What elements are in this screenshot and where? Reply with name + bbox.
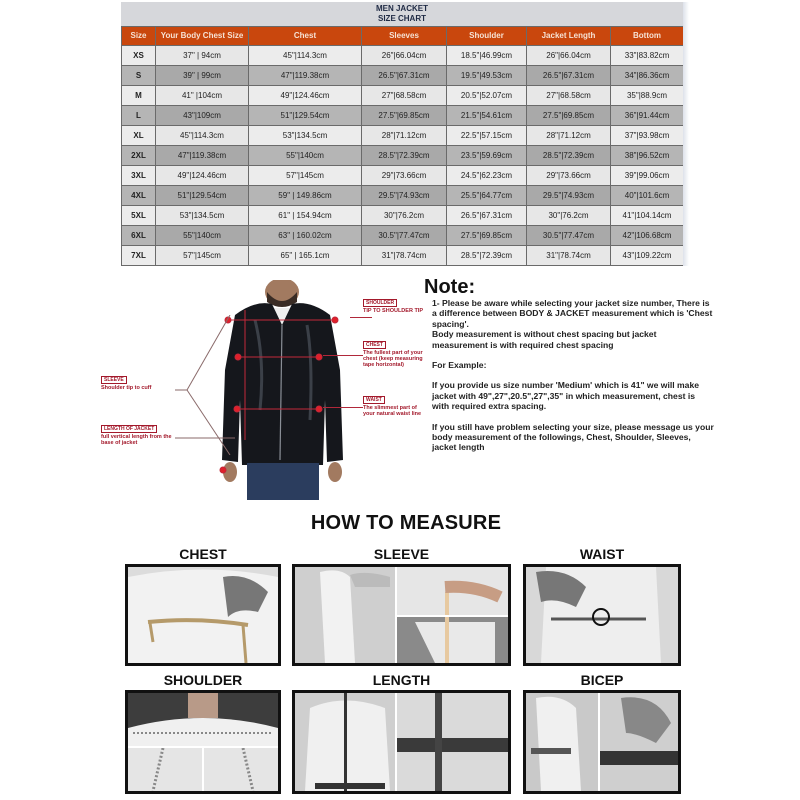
column-header-chest: Chest bbox=[249, 27, 362, 46]
measurement-cell: 47"|119.38cm bbox=[156, 146, 249, 166]
measure-length bbox=[292, 672, 511, 797]
measurement-cell: 19.5"|49.53cm bbox=[447, 66, 527, 86]
measurement-cell: 34"|86.36cm bbox=[611, 66, 684, 86]
measurement-cell: 30"|76.2cm bbox=[362, 206, 447, 226]
measure-label-waist: WAIST bbox=[579, 546, 625, 562]
waist-tag: WAIST bbox=[363, 396, 385, 404]
measurement-cell: 63" | 160.02cm bbox=[249, 226, 362, 246]
column-header-body-chest: Your Body Chest Size bbox=[156, 27, 249, 46]
jacket-model-image bbox=[215, 280, 350, 500]
waist-desc: The slimmest part of your natural waist line bbox=[363, 405, 422, 417]
measurement-cell: 26"|66.04cm bbox=[362, 46, 447, 66]
how-to-measure-title: HOW TO MEASURE bbox=[310, 512, 502, 534]
measurement-cell: 30.5"|77.47cm bbox=[527, 226, 611, 246]
column-header-sleeves: Sleeves bbox=[362, 27, 447, 46]
chest-desc: The fullest part of your chest (keep measuring tape horizontal) bbox=[363, 350, 423, 368]
measurement-cell: 22.5"|57.15cm bbox=[447, 126, 527, 146]
measurement-cell: 36"|91.44cm bbox=[611, 106, 684, 126]
measurement-cell: 57"|145cm bbox=[249, 166, 362, 186]
measurement-cell: 39" | 99cm bbox=[156, 66, 249, 86]
measurement-cell: 57"|145cm bbox=[156, 246, 249, 266]
sleeve-label bbox=[101, 376, 176, 391]
measurement-cell: 27.5"|69.85cm bbox=[362, 106, 447, 126]
size-chart-title-line2: SIZE CHART bbox=[378, 14, 426, 23]
measurement-cell: 30.5"|77.47cm bbox=[362, 226, 447, 246]
measurement-cell: 51"|129.54cm bbox=[249, 106, 362, 126]
measurement-cell: 47"|119.38cm bbox=[249, 66, 362, 86]
measurement-cell: 51"|129.54cm bbox=[156, 186, 249, 206]
shoulder-pointer-line bbox=[350, 317, 372, 318]
measurement-cell: 26.5"|67.31cm bbox=[362, 66, 447, 86]
size-cell: M bbox=[122, 86, 156, 106]
chest-label bbox=[363, 341, 425, 368]
measurement-cell: 24.5"|62.23cm bbox=[447, 166, 527, 186]
measurement-cell: 38"|96.52cm bbox=[611, 146, 684, 166]
measurement-cell: 20.5"|52.07cm bbox=[447, 86, 527, 106]
measure-label-shoulder: SHOULDER bbox=[163, 672, 243, 688]
measurement-cell: 31"|78.74cm bbox=[362, 246, 447, 266]
measurement-cell: 49"|124.46cm bbox=[156, 166, 249, 186]
measurement-cell: 37"|93.98cm bbox=[611, 126, 684, 146]
measurement-cell: 28"|71.12cm bbox=[362, 126, 447, 146]
bicep-photo bbox=[523, 690, 681, 794]
waist-photo bbox=[523, 564, 681, 666]
size-cell: L bbox=[122, 106, 156, 126]
size-chart bbox=[121, 2, 683, 266]
shoulder-tag: SHOULDER bbox=[363, 299, 397, 307]
column-header-jacket-length: Jacket Length bbox=[527, 27, 611, 46]
measure-label-sleeve: SLEEVE bbox=[373, 546, 430, 562]
table-row bbox=[122, 46, 684, 66]
size-cell: 4XL bbox=[122, 186, 156, 206]
note-paragraph-2: Body measurement is without chest spacing but jacket measurement is with required chest spacing bbox=[432, 329, 657, 350]
measurement-cell: 40"|101.6cm bbox=[611, 186, 684, 206]
size-cell: XL bbox=[122, 126, 156, 146]
measurement-cell: 45"|114.3cm bbox=[249, 46, 362, 66]
sleeve-tag: SLEEVE bbox=[101, 376, 127, 384]
measurement-cell: 41"|104.14cm bbox=[611, 206, 684, 226]
size-table bbox=[121, 26, 684, 266]
note-title: Note: bbox=[424, 276, 476, 298]
measurement-cell: 28.5"|72.39cm bbox=[362, 146, 447, 166]
table-row bbox=[122, 186, 684, 206]
measurement-cell: 53"|134.5cm bbox=[249, 126, 362, 146]
note-paragraph-1: 1- Please be aware while selecting your jacket size number, There is a difference between BODY & JACKET measurement which is 'Chest spacing'. bbox=[432, 298, 713, 329]
measure-sleeve bbox=[292, 546, 511, 666]
measure-label-length: LENGTH bbox=[372, 672, 431, 688]
measurement-cell: 26"|66.04cm bbox=[527, 46, 611, 66]
table-row bbox=[122, 246, 684, 266]
measure-shoulder bbox=[124, 672, 282, 797]
length-desc: full vertical length from the base of jacket bbox=[101, 434, 172, 446]
size-cell: S bbox=[122, 66, 156, 86]
measurement-cell: 37" | 94cm bbox=[156, 46, 249, 66]
sleeve-photo bbox=[292, 564, 511, 666]
length-photo bbox=[292, 690, 511, 794]
table-row bbox=[122, 86, 684, 106]
sizing-note bbox=[424, 276, 714, 453]
measurement-cell: 43"|109.22cm bbox=[611, 246, 684, 266]
measurement-cell: 25.5"|64.77cm bbox=[447, 186, 527, 206]
measurement-cell: 23.5"|59.69cm bbox=[447, 146, 527, 166]
table-header-row bbox=[122, 27, 684, 46]
size-chart-title bbox=[121, 2, 683, 26]
length-label bbox=[101, 425, 179, 446]
measure-chest bbox=[124, 546, 282, 666]
measurement-cell: 55"|140cm bbox=[249, 146, 362, 166]
size-cell: 5XL bbox=[122, 206, 156, 226]
chest-photo bbox=[125, 564, 281, 666]
measurement-cell: 31"|78.74cm bbox=[527, 246, 611, 266]
measure-bicep bbox=[523, 672, 681, 797]
table-row bbox=[122, 226, 684, 246]
measurement-cell: 30"|76.2cm bbox=[527, 206, 611, 226]
measurement-cell: 45"|114.3cm bbox=[156, 126, 249, 146]
measurement-cell: 26.5"|67.31cm bbox=[527, 66, 611, 86]
measurement-cell: 29"|73.66cm bbox=[527, 166, 611, 186]
measurement-cell: 65" | 165.1cm bbox=[249, 246, 362, 266]
measure-waist bbox=[523, 546, 681, 666]
column-header-size: Size bbox=[122, 27, 156, 46]
sleeve-and-length-pointer-lines bbox=[175, 315, 235, 455]
size-cell: 3XL bbox=[122, 166, 156, 186]
note-example-heading: For Example: bbox=[432, 360, 487, 371]
measurement-cell: 61" | 154.94cm bbox=[249, 206, 362, 226]
measurement-cell: 28"|71.12cm bbox=[527, 126, 611, 146]
column-header-bottom: Bottom bbox=[611, 27, 684, 46]
chart-edge-shadow bbox=[683, 2, 689, 266]
size-cell: 7XL bbox=[122, 246, 156, 266]
chest-tag: CHEST bbox=[363, 341, 386, 349]
table-row bbox=[122, 166, 684, 186]
shoulder-desc: TIP TO SHOULDER TIP bbox=[363, 308, 423, 314]
column-header-shoulder: Shoulder bbox=[447, 27, 527, 46]
measurement-cell: 53"|134.5cm bbox=[156, 206, 249, 226]
size-cell: 6XL bbox=[122, 226, 156, 246]
measurement-cell: 18.5"|46.99cm bbox=[447, 46, 527, 66]
measurement-cell: 55"|140cm bbox=[156, 226, 249, 246]
waist-label bbox=[363, 396, 425, 417]
measurement-cell: 26.5"|67.31cm bbox=[447, 206, 527, 226]
size-cell: XS bbox=[122, 46, 156, 66]
measure-label-chest: CHEST bbox=[179, 546, 227, 562]
note-help: If you still have problem selecting your size, please message us your body measurement of the followings, Chest, Shoulder, Sleeves, jacket length bbox=[432, 421, 714, 453]
measurement-cell: 28.5"|72.39cm bbox=[527, 146, 611, 166]
table-row bbox=[122, 126, 684, 146]
measurement-cell: 27.5"|69.85cm bbox=[527, 106, 611, 126]
note-example: If you provide us size number 'Medium' which is 41" we will make jacket with 49",27",20.5",27",35" in which measurement, chest is with required extra spacing. bbox=[432, 380, 699, 412]
waist-pointer-line bbox=[323, 407, 363, 408]
length-tag: LENGTH OF JACKET bbox=[101, 425, 157, 433]
size-cell: 2XL bbox=[122, 146, 156, 166]
shoulder-photo bbox=[125, 690, 281, 794]
measurement-cell: 21.5"|54.61cm bbox=[447, 106, 527, 126]
measurement-cell: 41" |104cm bbox=[156, 86, 249, 106]
table-row bbox=[122, 146, 684, 166]
table-row bbox=[122, 66, 684, 86]
measurement-cell: 28.5"|72.39cm bbox=[447, 246, 527, 266]
shoulder-label bbox=[363, 299, 423, 314]
measurement-cell: 49"|124.46cm bbox=[249, 86, 362, 106]
measurement-cell: 35"|88.9cm bbox=[611, 86, 684, 106]
measurement-cell: 29.5"|74.93cm bbox=[362, 186, 447, 206]
measurement-cell: 39"|99.06cm bbox=[611, 166, 684, 186]
table-row bbox=[122, 206, 684, 226]
jacket-measurement-diagram bbox=[95, 275, 425, 500]
chest-pointer-line bbox=[323, 355, 363, 356]
table-row bbox=[122, 106, 684, 126]
measurement-cell: 59" | 149.86cm bbox=[249, 186, 362, 206]
size-chart-title-line1: MEN JACKET bbox=[375, 4, 428, 13]
measurement-cell: 43"|109cm bbox=[156, 106, 249, 126]
measurement-cell: 33"|83.82cm bbox=[611, 46, 684, 66]
measurement-cell: 27"|68.58cm bbox=[362, 86, 447, 106]
sleeve-desc: Shoulder tip to cuff bbox=[101, 385, 152, 391]
measurement-cell: 27"|68.58cm bbox=[527, 86, 611, 106]
measurement-cell: 29"|73.66cm bbox=[362, 166, 447, 186]
measurement-cell: 29.5"|74.93cm bbox=[527, 186, 611, 206]
measurement-cell: 42"|106.68cm bbox=[611, 226, 684, 246]
measurement-cell: 27.5"|69.85cm bbox=[447, 226, 527, 246]
measure-label-bicep: BICEP bbox=[580, 672, 624, 688]
